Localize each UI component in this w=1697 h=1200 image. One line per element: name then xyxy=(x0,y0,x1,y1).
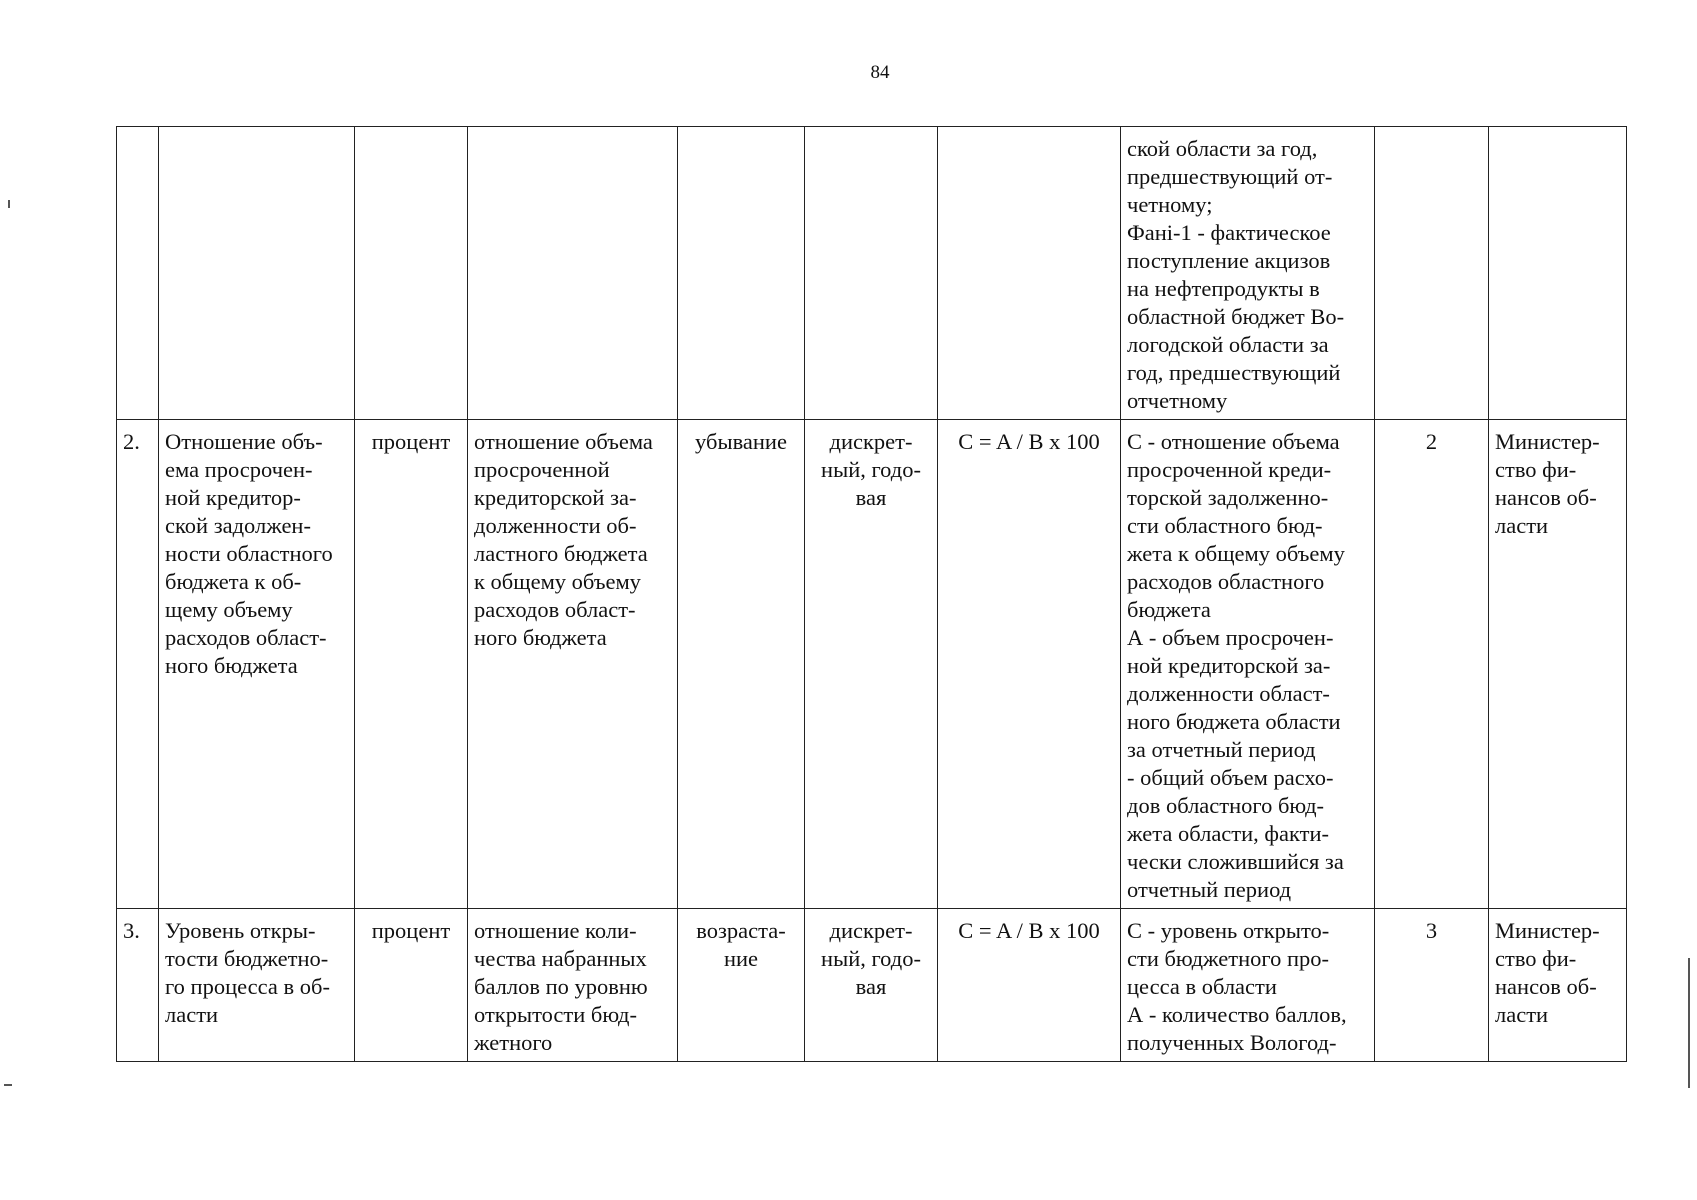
indicator-name-line: ласти xyxy=(165,1002,219,1027)
trend-direction-cell xyxy=(678,420,805,909)
indicator-name-cell xyxy=(159,127,355,420)
trend-direction-line: ние xyxy=(723,946,759,971)
indicator-definition-cell xyxy=(468,909,678,1062)
formula-legend-line: областной бюджет Во- xyxy=(1127,304,1345,329)
formula-legend-line: бюджета xyxy=(1127,597,1211,622)
indicator-definition-line: к общему объему xyxy=(474,569,641,594)
indicator-name-line: ного бюджета xyxy=(165,653,298,678)
indicator-definition-line: баллов по уровню xyxy=(474,974,648,999)
weight-value-cell: 2 xyxy=(1375,420,1489,909)
formula-legend-line: жета области, факти- xyxy=(1127,821,1329,846)
indicator-definition-line: долженности об- xyxy=(474,513,637,538)
page-number: 84 xyxy=(870,62,890,83)
formula-legend-line: жета к общему объему xyxy=(1127,541,1345,566)
formula-legend-line: ной кредиторской за- xyxy=(1127,653,1331,678)
row-number-cell: 2. xyxy=(117,420,159,909)
formula-legend-line: сти областного бюд- xyxy=(1127,513,1323,538)
formula-legend-line: чески сложившийся за xyxy=(1127,849,1344,874)
indicator-type-line: вая xyxy=(855,974,887,999)
indicator-name-line: Отношение объ- xyxy=(165,429,323,454)
row-number-cell: 3. xyxy=(117,909,159,1062)
indicator-type-cell xyxy=(805,420,938,909)
indicator-name-line: го процесса в об- xyxy=(165,974,330,999)
indicator-definition-line: просроченной xyxy=(474,457,610,482)
indicator-definition-line: отношение коли- xyxy=(474,918,637,943)
unit-of-measure-cell xyxy=(355,127,468,420)
responsible-body-line: нансов об- xyxy=(1495,974,1597,999)
trend-direction-cell xyxy=(678,909,805,1062)
indicator-type-cell xyxy=(805,909,938,1062)
formula-legend-line: за отчетный период xyxy=(1127,737,1316,762)
scan-artifact-left xyxy=(8,200,10,208)
indicator-name-line: тости бюджетно- xyxy=(165,946,329,971)
formula-legend-line: год, предшествующий xyxy=(1127,360,1341,385)
table-row xyxy=(117,127,1627,420)
indicator-name-line: Уровень откры- xyxy=(165,918,316,943)
indicator-type-line: дискрет- xyxy=(829,429,913,454)
formula-legend-line: долженности област- xyxy=(1127,681,1330,706)
responsible-body-cell xyxy=(1489,909,1627,1062)
scan-artifact-left-bottom xyxy=(4,1084,12,1086)
formula-legend-line: предшествующий от- xyxy=(1127,164,1333,189)
calculation-formula-cell xyxy=(938,127,1121,420)
table-body xyxy=(117,127,1627,1062)
formula-legend-line: цесса в области xyxy=(1127,974,1277,999)
formula-legend-line: расходов областного xyxy=(1127,569,1325,594)
formula-legend-line: на нефтепродукты в xyxy=(1127,276,1320,301)
formula-legend-line: полученных Вологод- xyxy=(1127,1030,1337,1055)
indicator-definition-line: открытости бюд- xyxy=(474,1002,637,1027)
responsible-body-cell xyxy=(1489,420,1627,909)
calculation-formula-cell: C = A / B x 100 xyxy=(938,420,1121,909)
formula-legend-line: торской задолженно- xyxy=(1127,485,1329,510)
formula-legend-line: - общий объем расхо- xyxy=(1127,765,1334,790)
scan-artifact-right xyxy=(1688,958,1690,1088)
formula-legend-line: просроченной креди- xyxy=(1127,457,1332,482)
formula-legend-line: Фанi-1 - фактическое xyxy=(1127,220,1331,245)
indicator-type-line: ный, годо- xyxy=(821,946,921,971)
formula-legend-line: ного бюджета области xyxy=(1127,709,1341,734)
responsible-body-line: нансов об- xyxy=(1495,485,1597,510)
indicator-name-line: ности областного xyxy=(165,541,333,566)
trend-direction-line: возраста- xyxy=(696,918,786,943)
formula-legend-line: А - объем просрочен- xyxy=(1127,625,1334,650)
table-row xyxy=(117,420,1627,909)
indicator-name-line: щему объему xyxy=(165,597,293,622)
indicator-type-line: ный, годо- xyxy=(821,457,921,482)
indicator-name-cell xyxy=(159,420,355,909)
indicator-definition-line: кредиторской за- xyxy=(474,485,637,510)
responsible-body-line: ласти xyxy=(1495,513,1549,538)
indicator-definition-line: отношение объема xyxy=(474,429,653,454)
trend-direction-line: убывание xyxy=(695,429,787,454)
indicator-definition-line: ластного бюджета xyxy=(474,541,648,566)
indicator-definition-line: ного бюджета xyxy=(474,625,607,650)
formula-legend-line: четному; xyxy=(1127,192,1213,217)
indicator-type-cell xyxy=(805,127,938,420)
responsible-body-line: Министер- xyxy=(1495,918,1600,943)
table-row xyxy=(117,909,1627,1062)
indicator-definition-line: чества набранных xyxy=(474,946,647,971)
trend-direction-cell xyxy=(678,127,805,420)
indicator-definition-line: жетного xyxy=(474,1030,553,1055)
indicator-definition-cell xyxy=(468,420,678,909)
indicator-name-line: расходов област- xyxy=(165,625,327,650)
formula-legend-line: сти бюджетного про- xyxy=(1127,946,1329,971)
indicator-name-line: ской задолжен- xyxy=(165,513,311,538)
indicator-name-line: ема просрочен- xyxy=(165,457,313,482)
formula-legend-line: ской области за год, xyxy=(1127,136,1318,161)
indicators-table xyxy=(116,126,1627,1062)
formula-legend-line: дов областного бюд- xyxy=(1127,793,1325,818)
responsible-body-line: ласти xyxy=(1495,1002,1549,1027)
formula-legend-line: логодской области за xyxy=(1127,332,1329,357)
formula-legend-line: А - количество баллов, xyxy=(1127,1002,1347,1027)
row-number-cell xyxy=(117,127,159,420)
formula-legend-line: С - отношение объема xyxy=(1127,429,1340,454)
weight-value-cell xyxy=(1375,127,1489,420)
indicator-name-line: бюджета к об- xyxy=(165,569,302,594)
unit-of-measure-cell: процент xyxy=(355,420,468,909)
formula-legend-cell xyxy=(1121,127,1375,420)
calculation-formula-cell: C = A / B x 100 xyxy=(938,909,1121,1062)
indicator-type-line: дискрет- xyxy=(829,918,913,943)
formula-legend-line: поступление акцизов xyxy=(1127,248,1331,273)
responsible-body-cell xyxy=(1489,127,1627,420)
responsible-body-line: Министер- xyxy=(1495,429,1600,454)
weight-value-cell: 3 xyxy=(1375,909,1489,1062)
formula-legend-line: отчетный период xyxy=(1127,877,1292,902)
indicator-name-line: ной кредитор- xyxy=(165,485,301,510)
indicator-definition-line: расходов област- xyxy=(474,597,636,622)
responsible-body-line: ство фи- xyxy=(1495,946,1577,971)
responsible-body-line: ство фи- xyxy=(1495,457,1577,482)
formula-legend-cell xyxy=(1121,420,1375,909)
formula-legend-cell xyxy=(1121,909,1375,1062)
indicator-definition-cell xyxy=(468,127,678,420)
formula-legend-line: С - уровень открыто- xyxy=(1127,918,1330,943)
indicator-name-cell xyxy=(159,909,355,1062)
indicator-type-line: вая xyxy=(855,485,887,510)
unit-of-measure-cell: процент xyxy=(355,909,468,1062)
formula-legend-line: отчетному xyxy=(1127,388,1228,413)
